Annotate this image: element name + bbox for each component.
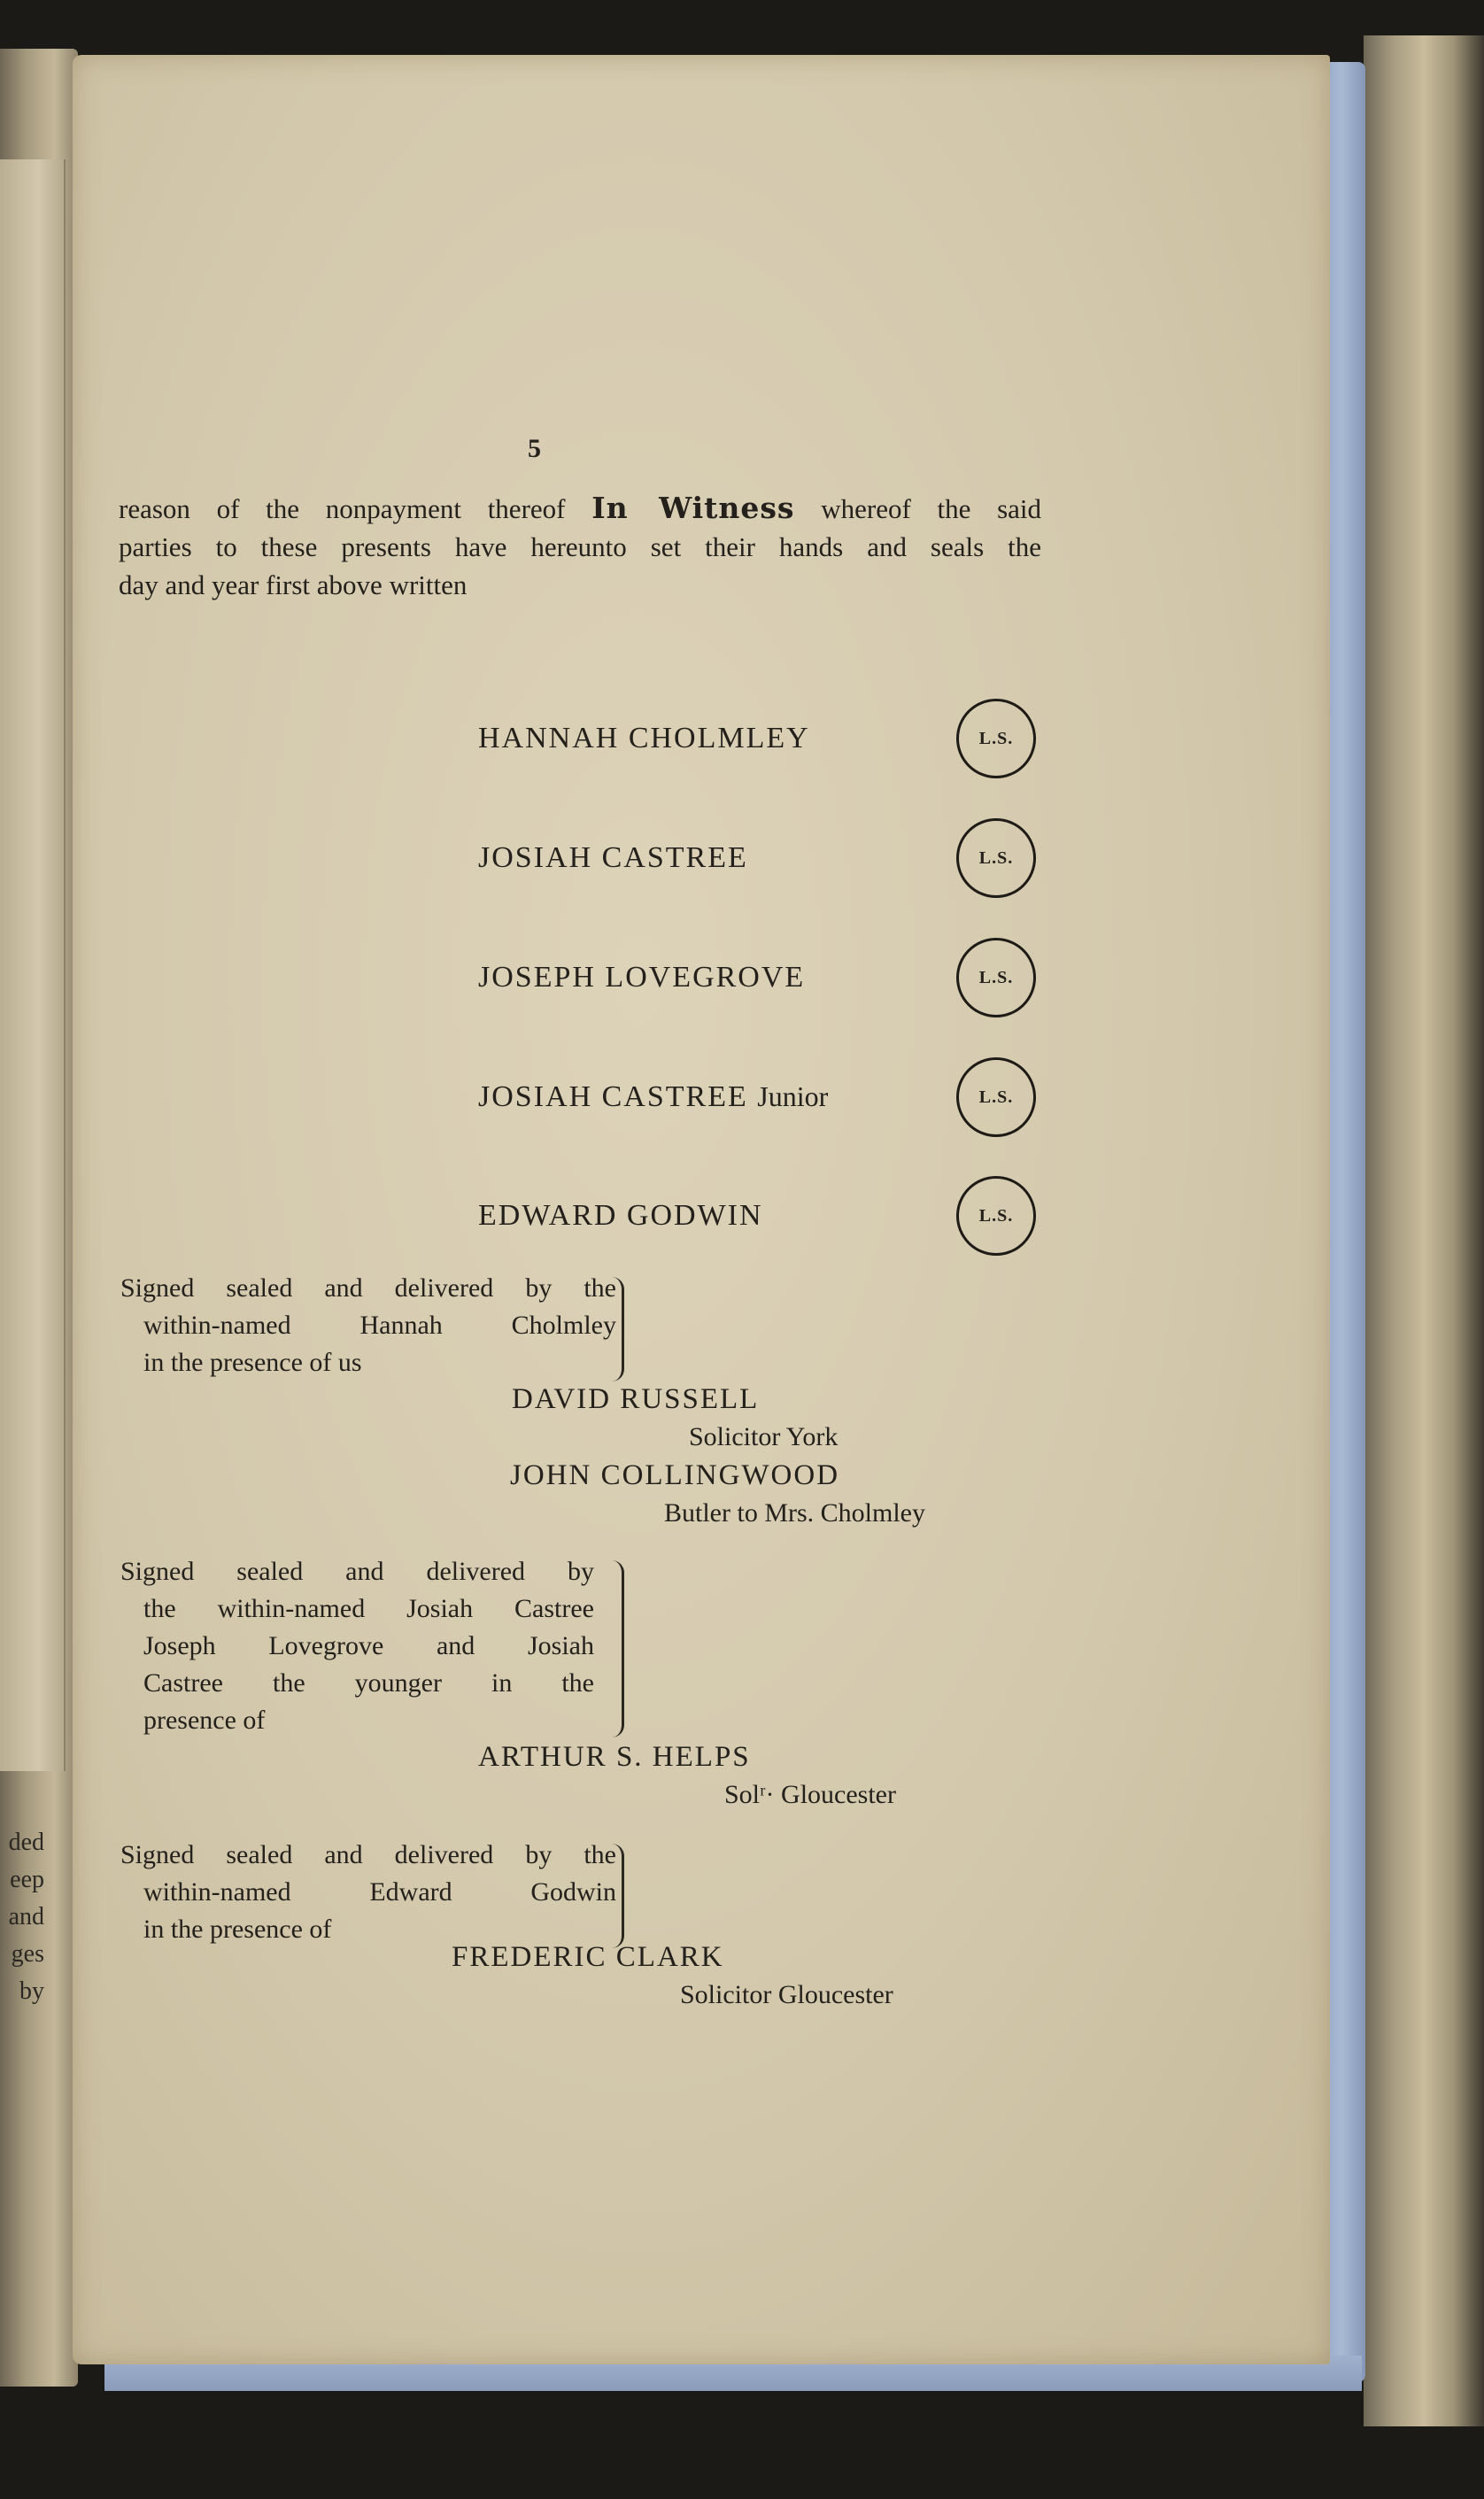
witness-name: ARTHUR S. HELPS	[478, 1741, 751, 1773]
in-witness-heading: In Witness	[591, 491, 795, 525]
fragment: ded	[8, 1829, 44, 1856]
fragment: ges	[11, 1940, 44, 1968]
document-page	[73, 55, 1330, 2364]
attestation-clause	[120, 1270, 616, 1381]
clause-line: presence of	[143, 1706, 266, 1735]
seal-circle: L.S.	[956, 1176, 1036, 1256]
witness-name: DAVID RUSSELL	[512, 1383, 760, 1415]
witness-title: Solicitor Gloucester	[680, 1980, 893, 2009]
witness-title: Butler to Mrs. Cholmley	[664, 1498, 925, 1528]
opening-paragraph	[119, 489, 1041, 604]
witness-title: Solʳ· Gloucester	[724, 1780, 896, 1809]
seal-circle: L.S.	[956, 938, 1036, 1017]
signature-row	[478, 1176, 1045, 1256]
bracket	[609, 1844, 624, 1948]
facing-page-text-fragments	[0, 1824, 44, 2010]
signatory-name: EDWARD GODWIN	[478, 1199, 763, 1232]
bracket	[609, 1560, 624, 1737]
signatory-suffix: Junior	[757, 1080, 829, 1112]
clause-line: Joseph Lovegrove and Josiah	[143, 1631, 594, 1660]
clause-line: within-named Edward Godwin	[143, 1877, 616, 1907]
witness-title: Solicitor York	[689, 1422, 839, 1451]
signatory-name: JOSIAH CASTREE Junior	[478, 1080, 829, 1113]
clause-line: Signed sealed and delivered by the	[120, 1840, 616, 1869]
fragment: eep	[10, 1866, 44, 1893]
clause-line: within-named Hannah Cholmley	[143, 1311, 616, 1340]
clause-line: Castree the younger in the	[143, 1668, 594, 1698]
clause-line: Signed sealed and delivered by	[120, 1557, 594, 1586]
clause-line: the within-named Josiah Castree	[143, 1594, 594, 1623]
clause-line: in the presence of	[143, 1915, 332, 1944]
opening-line-1	[119, 489, 1041, 528]
facing-page-strip	[0, 159, 66, 1771]
attestation-clause	[120, 1553, 594, 1739]
signature-row	[478, 1057, 1045, 1137]
signature-row	[478, 699, 1045, 778]
attestation-clause	[120, 1837, 616, 1948]
opening-text: reason of the nonpayment thereof	[119, 493, 566, 524]
fragment: and	[8, 1903, 44, 1930]
signatory-name: HANNAH CHOLMLEY	[478, 722, 810, 754]
witness-name: JOHN COLLINGWOOD	[510, 1459, 840, 1491]
opening-text: whereof the said	[821, 493, 1042, 524]
page-number: 5	[528, 434, 541, 463]
signature-row	[478, 818, 1045, 898]
clause-line: Signed sealed and delivered by the	[120, 1273, 616, 1303]
bracket	[609, 1277, 624, 1381]
seal-circle: L.S.	[956, 1057, 1036, 1137]
book-page-edges	[1364, 35, 1484, 2426]
clause-line: in the presence of us	[143, 1348, 362, 1377]
seal-circle: L.S.	[956, 699, 1036, 778]
signature-row	[478, 938, 1045, 1017]
opening-line-2: parties to these presents have hereunto set their hands and seals the	[119, 531, 1041, 562]
seal-circle: L.S.	[956, 818, 1036, 898]
opening-line-3: day and year first above written	[119, 569, 468, 600]
witness-name: FREDERIC CLARK	[452, 1941, 724, 1973]
signatory-name: JOSIAH CASTREE	[478, 841, 748, 874]
signatory-name: JOSEPH LOVEGROVE	[478, 961, 806, 994]
fragment: by	[19, 1977, 44, 2005]
